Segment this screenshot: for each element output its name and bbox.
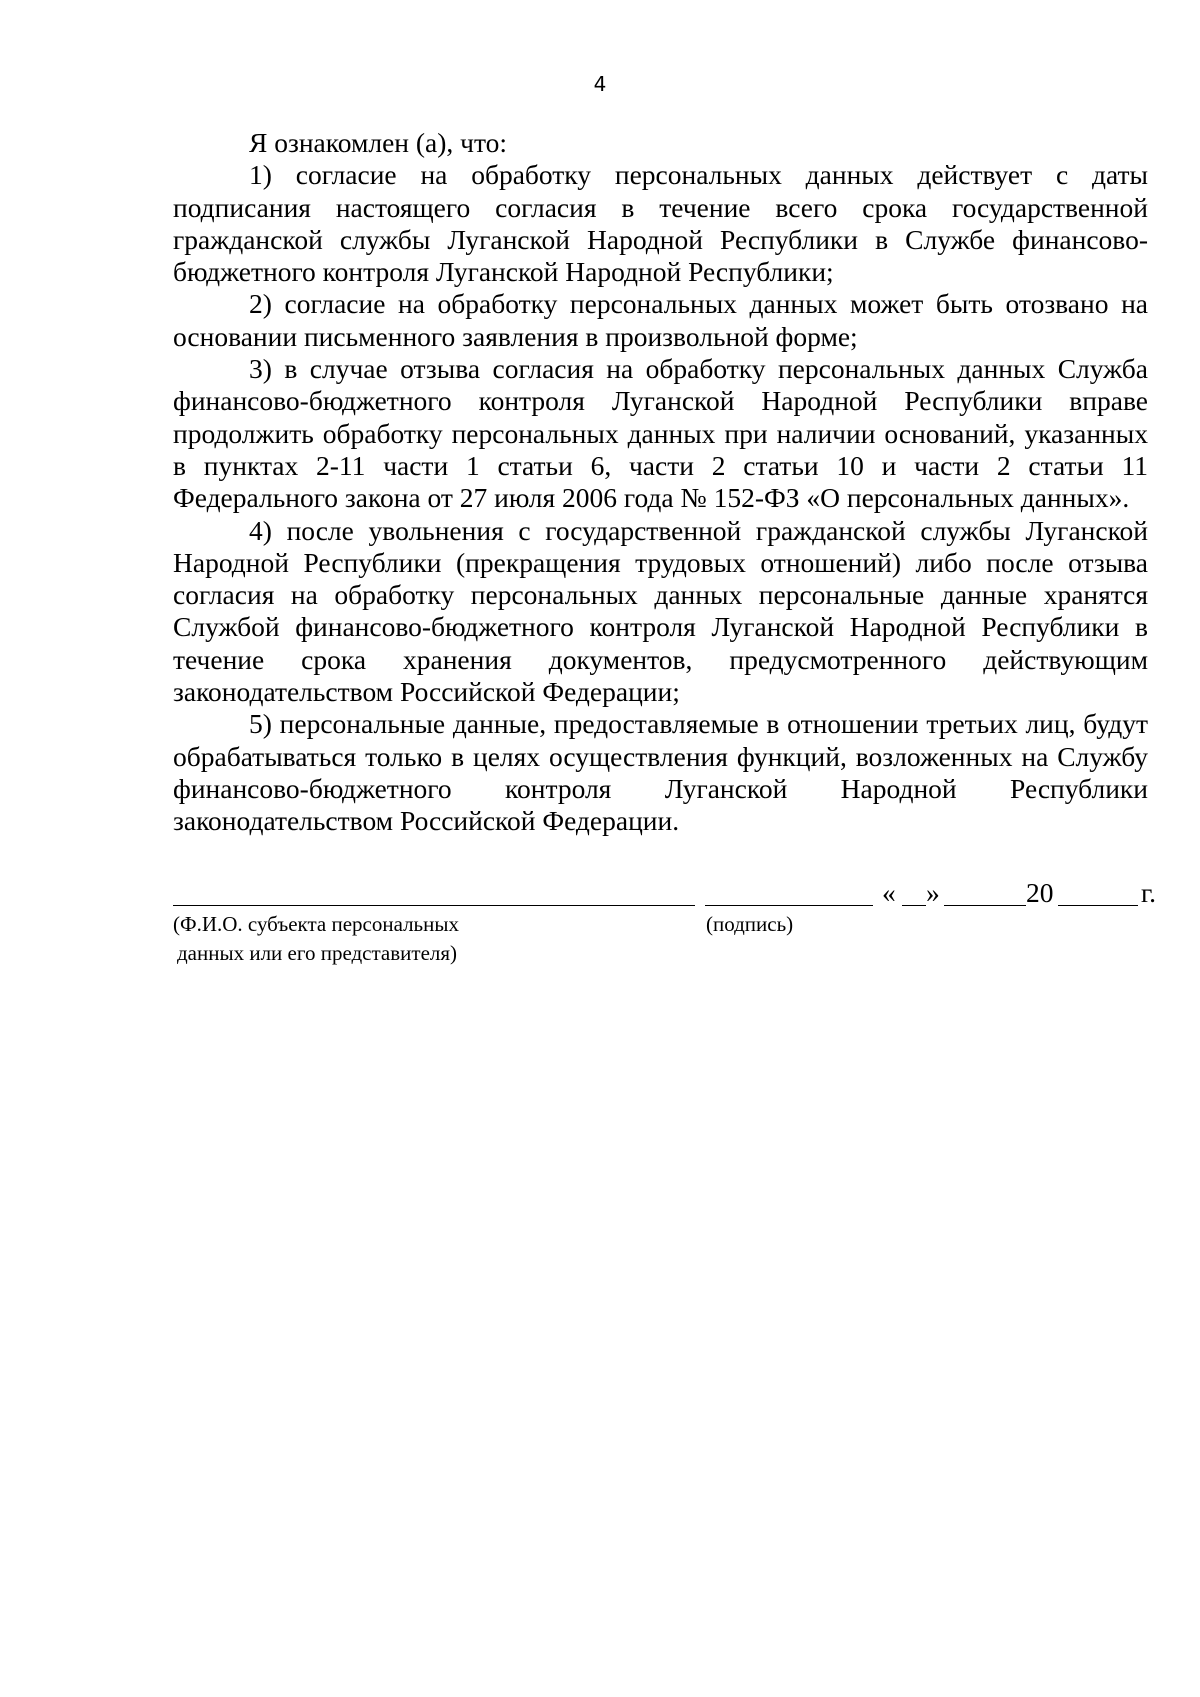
clause-5: 5) персональные данные, предоставляемые в отношении третьих лиц, будут обрабатываться только в целях осуществления функций, возложенных на Службу финансово-бюджетного контроля Луганской Народной Республики законодательством Российской Федерации. [173,708,1148,837]
year-suffix: г. [1141,877,1157,908]
signature-caption: (подпись) [706,912,794,936]
page-number: 4 [593,72,607,96]
month-blank-line [944,905,1026,906]
intro-paragraph: Я ознакомлен (а), что: [249,127,508,158]
fio-caption-line-1: (Ф.И.О. субъекта персональных [173,912,459,936]
clause-1: 1) согласие на обработку персональных данных действует с даты подписания настоящего согласия в течение всего срока государственной гражданской службы Луганской Народной Республики в Службе финансово-бюджетного контроля Луганской Народной Республики; [173,159,1148,288]
year-blank-line [1058,905,1138,906]
clause-4: 4) после увольнения с государственной гражданской службы Луганской Народной Республики (прекращения трудовых отношений) либо после отзыва согласия на обработку персональных данных персональные данные хранятся Службой финансово-бюджетного контроля Луганской Народной Республики в течение срока хранения документов, предусмотренного действующим законодательством Российской Федерации; [173,514,1148,708]
date-quote-open: « [882,877,896,908]
date-quote-close: » [926,877,940,908]
year-prefix: 20 [1026,877,1054,908]
consent-text [173,127,1148,838]
fio-blank-line [173,905,695,906]
fio-caption [173,910,459,968]
day-blank-line [902,905,926,906]
clause-3: 3) в случае отзыва согласия на обработку персональных данных Служба финансово-бюджетного контроля Луганской Народной Республики вправе продолжить обработку персональных данных при наличии оснований, указанных в пунктах 2-11 части 1 статьи 6, части 2 статьи 10 и части 2 статьи 11 Федерального закона от 27 июля 2006 года № 152-ФЗ «О персональных данных». [173,353,1148,514]
fio-caption-line-2: данных или его представителя) [177,941,458,965]
clause-2: 2) согласие на обработку персональных данных может быть отозвано на основании письменного заявления в произвольной форме; [173,288,1148,352]
signature-row [173,876,1157,910]
signature-blank-line [705,905,873,906]
